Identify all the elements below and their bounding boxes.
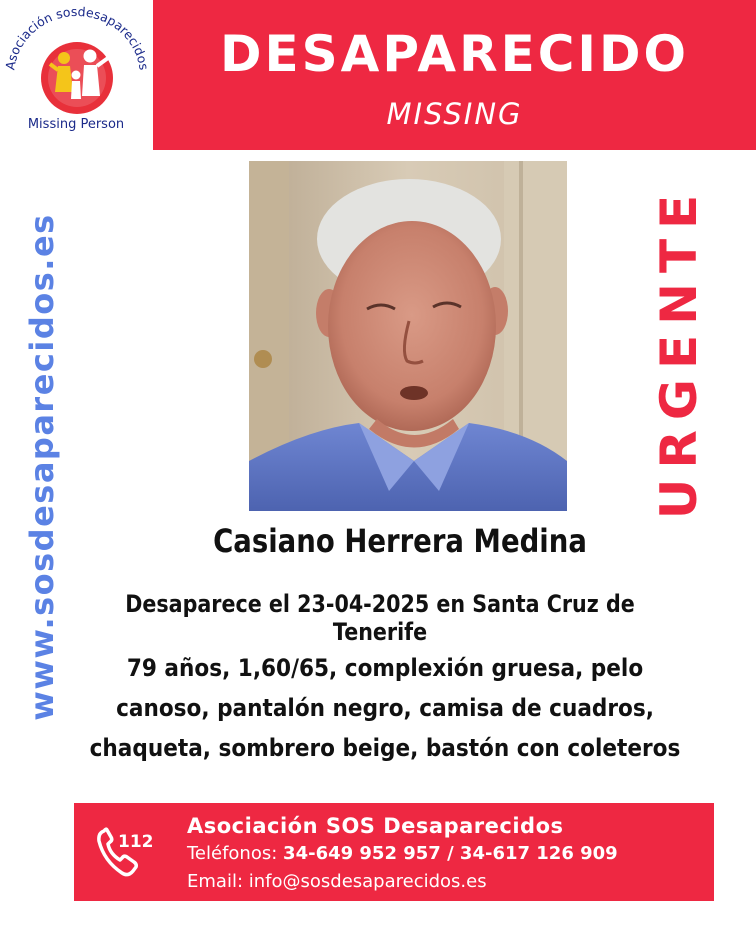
description-line: canoso, pantalón negro, camisa de cuadros, xyxy=(116,694,654,722)
website-link[interactable]: www.sosdesaparecidos.es xyxy=(23,213,61,721)
urgent-label: URGENTE xyxy=(650,184,708,520)
header-banner xyxy=(153,0,756,150)
description-line: 79 años, 1,60/65, complexión gruesa, pelo xyxy=(126,654,644,682)
email-label: Email: xyxy=(187,871,244,892)
logo-arc-text: Asociación sosdesaparecidos xyxy=(2,3,152,71)
disappearance-info: Desaparece el 23-04-2025 en Santa Cruz de Tenerife xyxy=(125,590,635,646)
logo-emblem-icon xyxy=(0,0,152,120)
association-logo xyxy=(0,0,152,150)
footer-email xyxy=(187,871,487,892)
emergency-number: 112 xyxy=(118,832,154,852)
email-address[interactable]: info@sosdesaparecidos.es xyxy=(248,871,487,892)
contact-footer xyxy=(74,803,714,901)
missing-person-photo xyxy=(249,161,567,511)
phones-label: Teléfonos: xyxy=(187,843,278,864)
page-subtitle: MISSING xyxy=(386,97,523,131)
person-name: Casiano Herrera Medina xyxy=(213,522,587,560)
footer-phones xyxy=(187,843,618,864)
footer-org-name: Asociación SOS Desaparecidos xyxy=(187,814,564,838)
emergency-phone-icon xyxy=(96,825,162,879)
phone-numbers[interactable]: 34-649 952 957 / 34-617 126 909 xyxy=(283,843,618,864)
logo-caption: Missing Person xyxy=(27,117,125,132)
page-title: DESAPARECIDO xyxy=(219,25,690,83)
person-description xyxy=(66,648,705,768)
description-line: chaqueta, sombrero beige, bastón con coleteros xyxy=(89,734,681,762)
